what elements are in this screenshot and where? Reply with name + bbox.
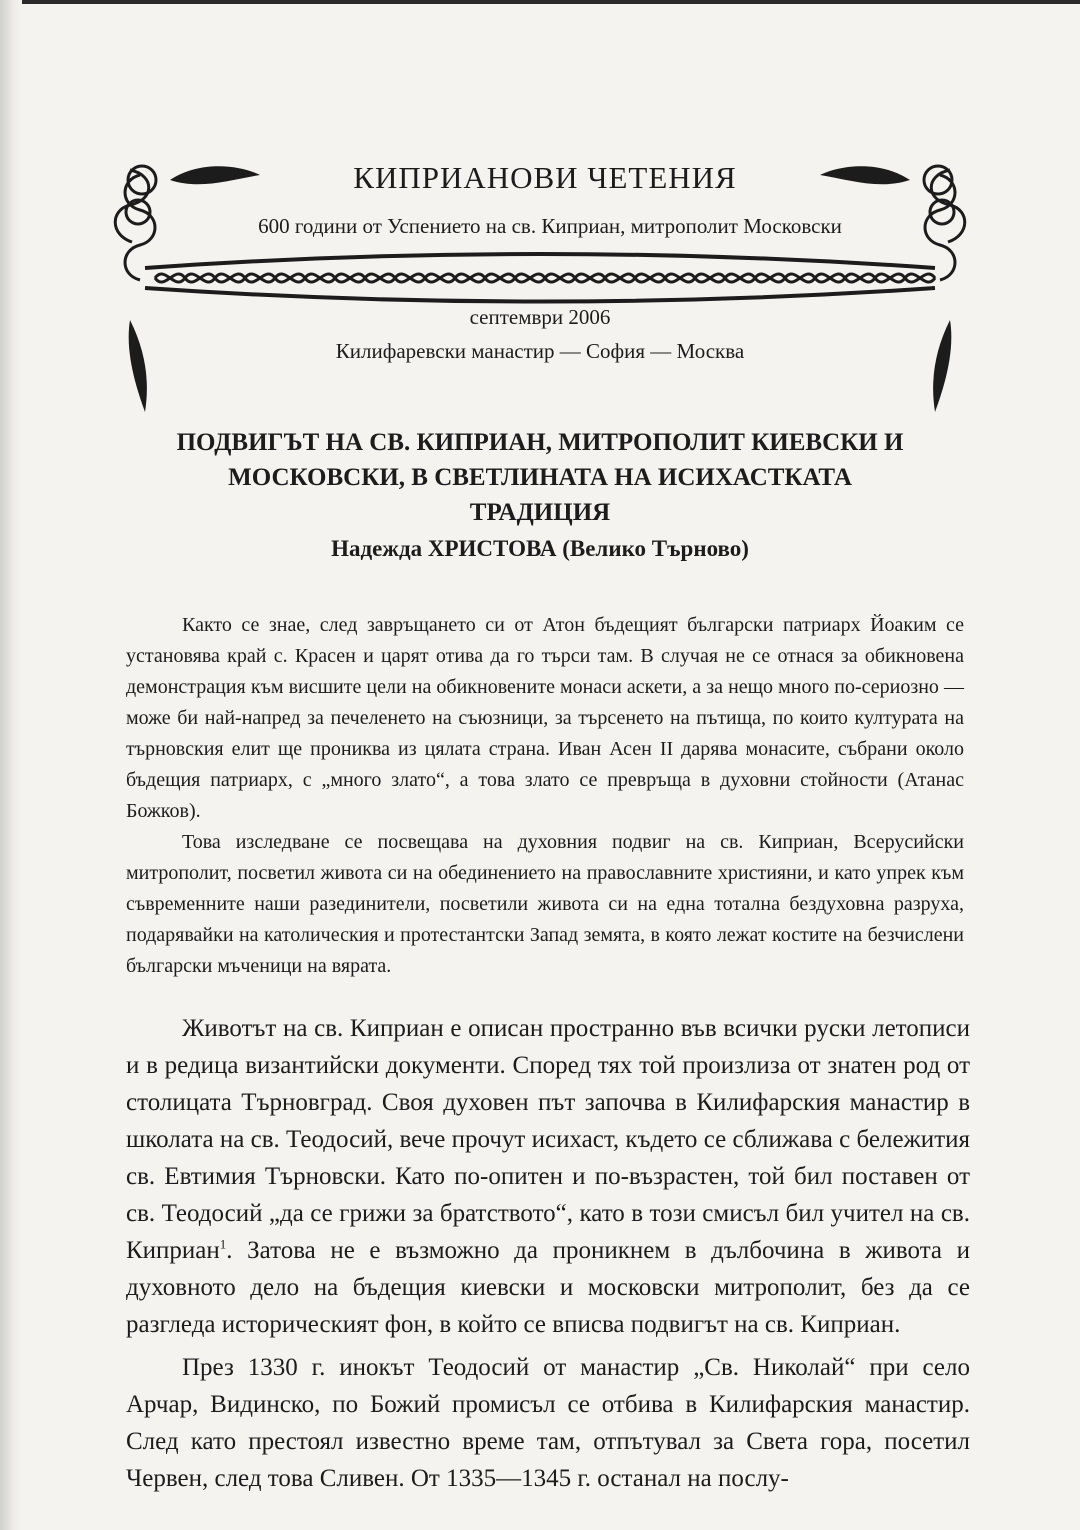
- conference-places: Килифаревски манастир — София — Москва: [335, 339, 745, 363]
- article-title-line: МОСКОВСКИ, В СВЕТЛИНАТА НА ИСИХАСТКАТА: [228, 464, 852, 491]
- series-title: КИПРИАНОВИ ЧЕТЕНИЯ: [353, 160, 737, 195]
- author-name: Надежда ХРИСТОВА (Велико Търново): [331, 536, 749, 561]
- article-title: [110, 425, 970, 530]
- abstract-paragraph: Това изследване се посвещава на духовния подвиг на св. Киприан, Всерусийски митрополит, посветил живота си на обединението на православните християни, и като упрек към съвременните наши разединители, посветили живота си на една тотална бездуховна разруха, подарявайки на католическия и протестантски Запад земята, в която лежат костите на безчислени български мъченици на вярата.: [126, 831, 964, 977]
- paragraph-text: Животът на св. Киприан е описан пространно във всички руски летописи и в редица византийски документи. Според тях той произлиза от знатен род от столицата Търновград. Своя духовен път започва в Килифарския манастир в школата на св. Теодосий, вече прочут исихаст, където се сближава с бележития св. Евтимия Търновски. Като по-опитен и по-възрастен, той бил поставен от св. Теодосий „да се грижи за братството“, като в този смисъл бил учител на св. Киприан: [126, 1015, 970, 1264]
- abstract: [126, 610, 964, 982]
- body-paragraph: [126, 1010, 970, 1343]
- paragraph-text: . Затова не е възможно да проникнем в дълбочина в живота и духовното дело на бъдещия киевски и московски митрополит, без да се разгледа историческият фон, в който се вписва подвигът на св. Киприан.: [126, 1237, 970, 1338]
- article-title-line: ТРАДИЦИЯ: [469, 499, 611, 526]
- series-subtitle: 600 години от Успението на св. Киприан, митрополит Московски: [258, 214, 842, 238]
- conference-date: септември 2006: [469, 305, 611, 329]
- page-edge-shadow: [0, 0, 22, 1530]
- body-text: [126, 1010, 970, 1503]
- footnote-marker: 1: [219, 1236, 227, 1252]
- abstract-paragraph: Както се знае, след завръщането си от Атон бъдещият български патриарх Йоаким се установява край с. Красен и царят отива да го търси там. В случая не се отнася за обикновена демонстрация към висшите цели на обикновените монаси аскети, а за нещо много по-сериозно — може би най-напред за печеленето на съюзници, за търсенето на пътища, по които културата на търновския елит ще прониква из цялата страна. Иван Асен II дарява монасите, събрани около бъдещия патриарх, с „много злато“, а това злато се превръща в духовни стойности (Атанас Божков).: [126, 614, 964, 822]
- page-edge: [0, 0, 1080, 4]
- article-title-line: ПОДВИГЪТ НА СВ. КИПРИАН, МИТРОПОЛИТ КИЕВСКИ И: [176, 429, 904, 456]
- body-paragraph: През 1330 г. инокът Теодосий от манастир „Св. Николай“ при село Арчар, Видинско, по Божий промисъл се отбива в Килифарския манастир. След като престоял известно време там, отпътувал за Света гора, посетил Червен, след това Сливен. От 1335—1345 г. останал на послу-: [126, 1354, 970, 1492]
